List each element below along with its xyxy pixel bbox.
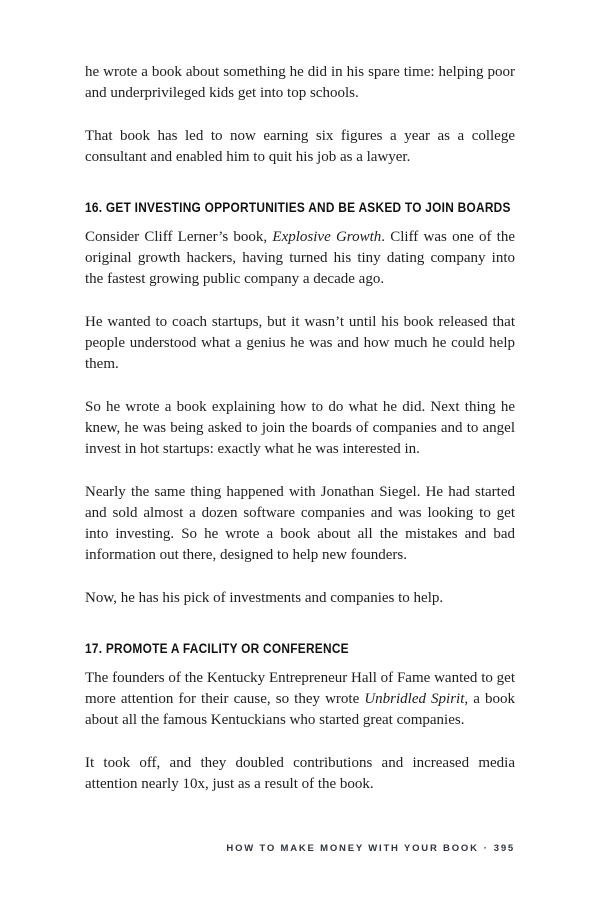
text-run: 17. PROMOTE A FACILITY OR CONFERENCE (85, 641, 349, 656)
text-run: Consider Cliff Lerner’s book, (85, 229, 273, 245)
body-paragraph (85, 753, 515, 795)
book-title-italic: Unbridled Spirit (364, 691, 465, 707)
text-run: He wanted to coach startups, but it wasn’t until his book released that people understood what a genius he was and how much he could help them. (85, 314, 515, 372)
body-paragraph (85, 227, 515, 290)
text-run: , a book about all the famous Kentuckians who started great companies. (85, 691, 515, 728)
section-heading (85, 641, 463, 657)
footer-page-number: 395 (493, 843, 515, 854)
body-paragraph (85, 482, 515, 566)
text-run: . Cliff was one of the original growth hackers, having turned his tiny dating company into the fastest growing public company a decade ago. (85, 229, 515, 287)
body-paragraph (85, 588, 515, 609)
text-run: That book has led to now earning six figures a year as a college consultant and enabled him to quit his job as a lawyer. (85, 128, 515, 165)
body-paragraph (85, 62, 515, 104)
text-run: Now, he has his pick of investments and companies to help. (85, 590, 444, 606)
text-run: he wrote a book about something he did in his spare time: helping poor and underprivileged kids get into top schools. (85, 64, 515, 101)
body-paragraph (85, 126, 515, 168)
body-paragraph (85, 397, 515, 460)
page-body (85, 62, 515, 817)
footer-chapter-title: HOW TO MAKE MONEY WITH YOUR BOOK (226, 843, 479, 854)
body-paragraph (85, 668, 515, 731)
body-paragraph (85, 312, 515, 375)
text-run: It took off, and they doubled contributions and increased media attention nearly 10x, just as a result of the book. (85, 755, 515, 792)
section-heading (85, 200, 511, 216)
book-title-italic: Explosive Growth (272, 229, 382, 245)
text-run: Nearly the same thing happened with Jonathan Siegel. He had started and sold almost a dozen software companies and was looking to get into investing. So he wrote a book about all the mistakes and bad information out there, designed to help new founders. (85, 484, 515, 563)
text-run: So he wrote a book explaining how to do what he did. Next thing he knew, he was being asked to join the boards of companies and to angel invest in hot startups: exactly what he was interested in. (85, 399, 515, 457)
text-run: 16. GET INVESTING OPPORTUNITIES AND BE ASKED TO JOIN BOARDS (85, 200, 511, 215)
footer-separator: · (483, 843, 489, 854)
running-footer (226, 843, 515, 854)
text-run: The founders of the Kentucky Entrepreneur Hall of Fame wanted to get more attention for their cause, so they wrote (85, 670, 515, 707)
